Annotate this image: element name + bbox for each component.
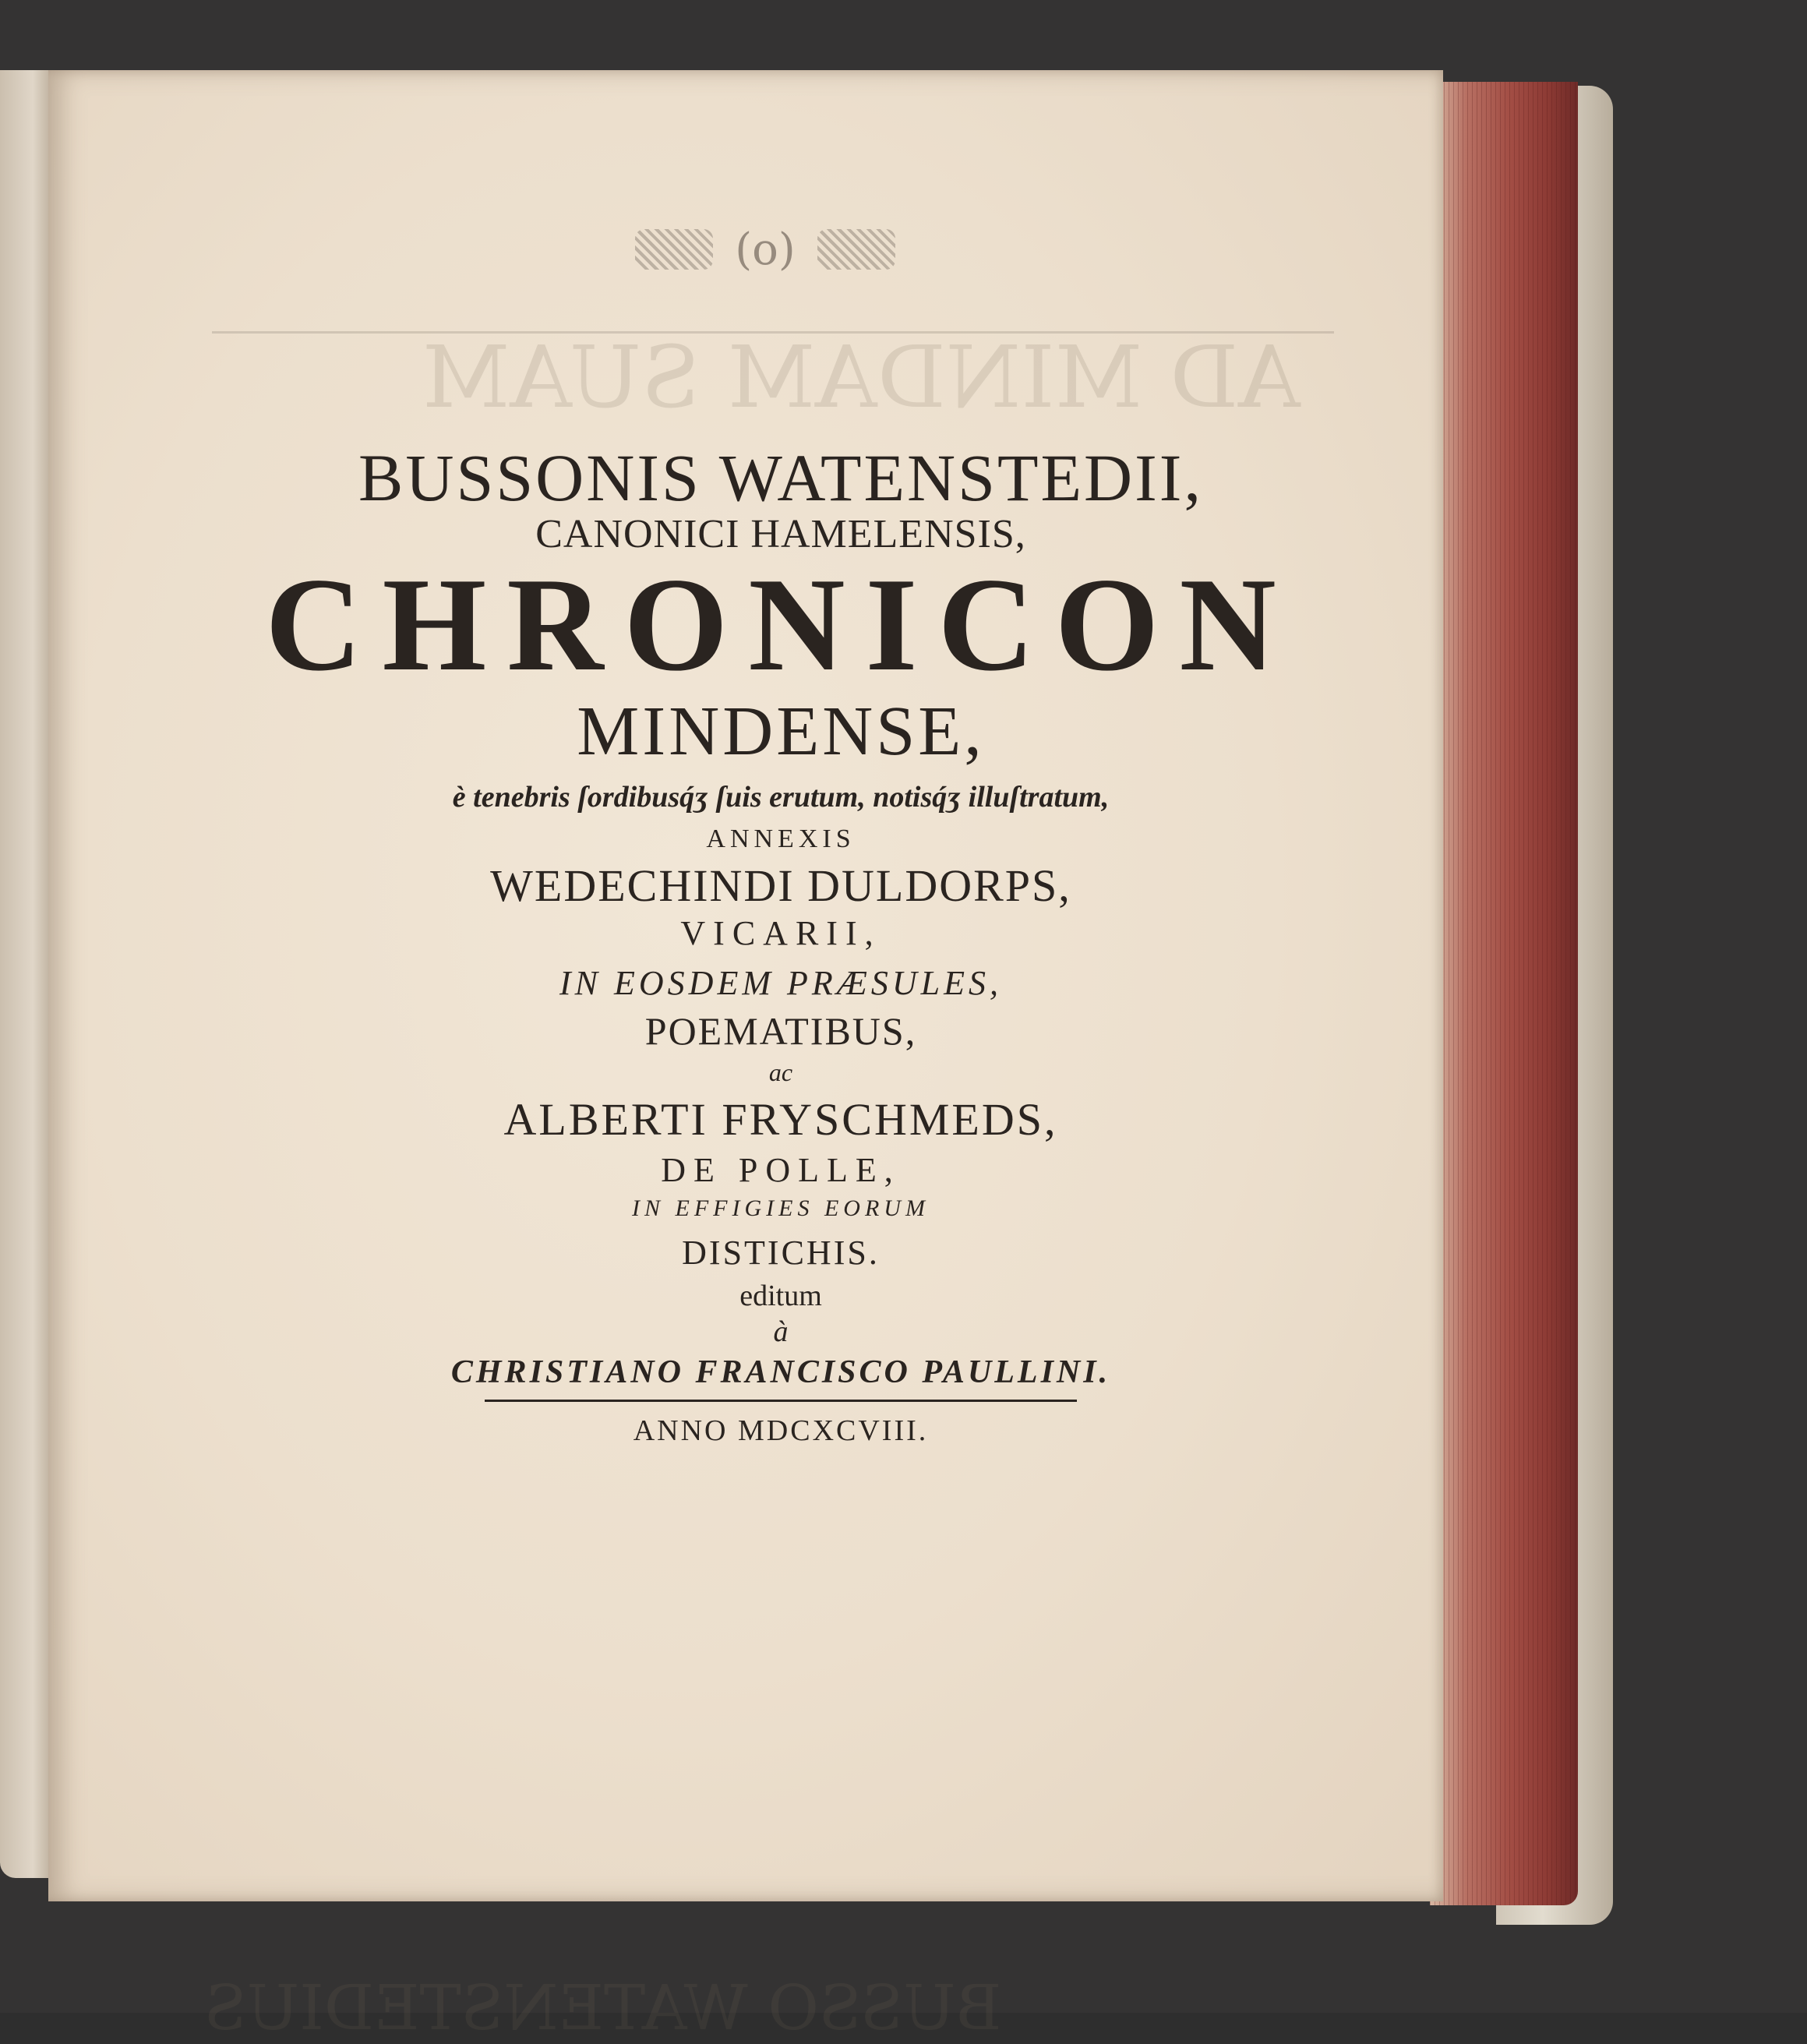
third-author-name: ALBERTI FRYSCHMEDS, (503, 1094, 1058, 1145)
title-page (48, 70, 1443, 1901)
author-name: BUSSONIS WATENSTEDII, (358, 440, 1203, 515)
annexis-label: ANNEXIS (706, 824, 856, 853)
title-block (181, 440, 1381, 1447)
second-author-title: VICARII, (680, 914, 881, 952)
signature-mark: (o) (735, 224, 796, 275)
author-title: CANONICI HAMELENSIS, (535, 512, 1026, 556)
ornament-right (817, 229, 895, 270)
imprint-year: ANNO MDCXCVIII. (633, 1414, 929, 1447)
second-author-name: WEDECHINDI DULDORPS, (490, 860, 1071, 911)
poems-subject: IN EOSDEM PRÆSULES, (559, 964, 1002, 1002)
conjunction: ac (768, 1058, 793, 1086)
page-fore-edge (1430, 82, 1578, 1905)
main-title: CHRONICON (265, 551, 1297, 699)
third-author-origin: DE POLLE, (661, 1151, 901, 1189)
main-title-continued: MINDENSE, (577, 693, 985, 770)
distichs-subject: IN EFFIGIES EORUM (632, 1195, 930, 1221)
poems-label: POEMATIBUS, (644, 1009, 917, 1053)
ornament-left (635, 229, 713, 270)
header-rule (212, 331, 1334, 334)
preposition: à (773, 1315, 789, 1348)
header-ornament (547, 218, 983, 281)
verso-page-edge (0, 70, 55, 1878)
imprint-rule (485, 1400, 1077, 1402)
editor-name: CHRISTIANO FRANCISCO PAULLINI. (450, 1354, 1111, 1390)
show-through-text: AD MINDAM SUAM (422, 327, 1301, 427)
subtitle-line: è tenebris ſordibusq́ʒ ſuis erutum, notisq́ʒ illuſtratum, (452, 781, 1110, 814)
editum-label: editum (739, 1280, 822, 1312)
distichs-label: DISTICHIS. (682, 1234, 880, 1272)
